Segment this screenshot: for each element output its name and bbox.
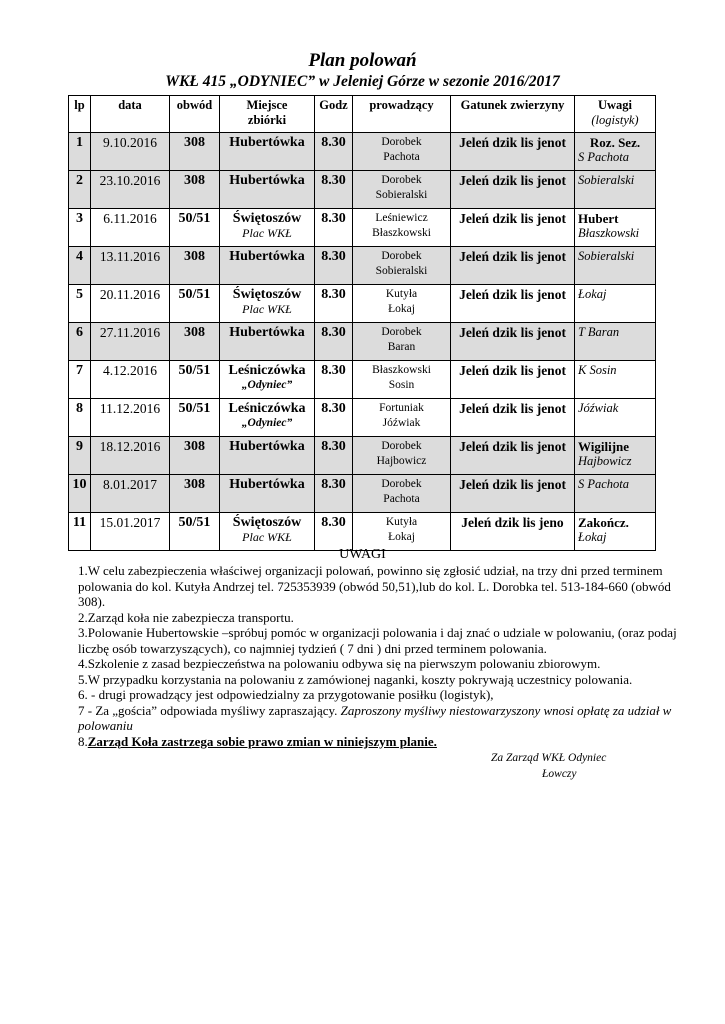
- cell-godz: 8.30: [315, 437, 353, 475]
- cell-godz: 8.30: [315, 475, 353, 513]
- cell-gatunek: Jeleń dzik lis jenot: [451, 361, 575, 399]
- cell-uwagi: [575, 437, 656, 475]
- cell-data: 6.11.2016: [91, 209, 170, 247]
- notes-heading: UWAGI: [339, 547, 386, 562]
- prowadzacy-2: Sobieralski: [375, 265, 428, 277]
- uwagi-line1: T Baran: [578, 325, 620, 339]
- cell-obwod: 308: [170, 247, 220, 285]
- cell-obwod: 308: [170, 475, 220, 513]
- uwagi-line1: Wigilijne: [578, 439, 630, 454]
- cell-miejsce: [220, 399, 315, 437]
- cell-prowadzacy: [353, 437, 451, 475]
- table-header-row: [69, 96, 656, 133]
- cell-uwagi: [575, 399, 656, 437]
- cell-prowadzacy: [353, 475, 451, 513]
- note-7-italic: Zaproszony myśliwy niestowarzyszony wnosi opłatę za udział w polowaniu: [78, 702, 672, 733]
- table-row: [69, 285, 656, 323]
- cell-data: 18.12.2016: [91, 437, 170, 475]
- cell-prowadzacy: [353, 247, 451, 285]
- miejsce-name: Hubertówka: [229, 325, 305, 340]
- table-row: [69, 513, 656, 551]
- cell-godz: 8.30: [315, 399, 353, 437]
- cell-gatunek: Jeleń dzik lis jenot: [451, 475, 575, 513]
- prowadzacy-2: Pachota: [383, 151, 420, 163]
- uwagi-line2: Błaszkowski: [578, 226, 640, 240]
- cell-obwod: 50/51: [170, 209, 220, 247]
- note-6: 6. - drugi prowadzący jest odpowiedzialny za przygotowanie posiłku (logistyk),: [78, 687, 494, 702]
- header-uwagi: [575, 96, 656, 133]
- table-row: [69, 209, 656, 247]
- uwagi-line1: Roz. Sez.: [589, 135, 641, 150]
- header-obwod: obwód: [170, 96, 220, 133]
- cell-miejsce: [220, 513, 315, 551]
- miejsce-name: Hubertówka: [229, 173, 305, 188]
- cell-godz: 8.30: [315, 209, 353, 247]
- header-uwagi-line2: (logistyk): [591, 113, 639, 127]
- miejsce-detail: „Odyniec”: [241, 379, 293, 391]
- cell-prowadzacy: [353, 361, 451, 399]
- prowadzacy-2: Baran: [387, 341, 416, 353]
- table-row: [69, 133, 656, 171]
- miejsce-name: Leśniczówka: [228, 401, 306, 416]
- header-lp: lp: [69, 96, 91, 133]
- header-miejsce: [220, 96, 315, 133]
- cell-obwod: 50/51: [170, 285, 220, 323]
- uwagi-line2: Łokaj: [578, 530, 607, 544]
- header-data: data: [91, 96, 170, 133]
- cell-gatunek: Jeleń dzik lis jenot: [451, 399, 575, 437]
- cell-data: 11.12.2016: [91, 399, 170, 437]
- cell-prowadzacy: [353, 513, 451, 551]
- cell-gatunek: Jeleń dzik lis jeno: [451, 513, 575, 551]
- miejsce-name: Hubertówka: [229, 135, 305, 150]
- cell-miejsce: [220, 133, 315, 171]
- prowadzacy-1: Dorobek: [381, 174, 422, 186]
- cell-miejsce: [220, 475, 315, 513]
- cell-uwagi: [575, 513, 656, 551]
- signature-block: [491, 750, 606, 782]
- cell-prowadzacy: [353, 323, 451, 361]
- table-row: [69, 171, 656, 209]
- note-2: 2.Zarząd koła nie zabezpiecza transportu.: [78, 609, 294, 625]
- cell-gatunek: Jeleń dzik lis jenot: [451, 247, 575, 285]
- prowadzacy-2: Błaszkowski: [372, 227, 431, 239]
- miejsce-name: Hubertówka: [229, 477, 305, 492]
- uwagi-line1: Sobieralski: [578, 173, 635, 187]
- note-5: 5.W przypadku korzystania na polowaniu z zamówionej naganki, koszty pokrywają uczestnicy polowania.: [78, 671, 633, 687]
- uwagi-line1: Zakończ.: [578, 515, 629, 530]
- prowadzacy-2: Sobieralski: [375, 189, 428, 201]
- prowadzacy-1: Kutyła: [385, 288, 418, 300]
- signature-line2: Łowczy: [542, 768, 577, 780]
- signature-line1: Za Zarząd WKŁ Odyniec: [491, 752, 607, 764]
- table-row: [69, 361, 656, 399]
- cell-data: 13.11.2016: [91, 247, 170, 285]
- prowadzacy-2: Jóźwiak: [382, 417, 421, 429]
- uwagi-line1: K Sosin: [578, 363, 617, 377]
- cell-godz: 8.30: [315, 171, 353, 209]
- cell-data: 23.10.2016: [91, 171, 170, 209]
- miejsce-name: Leśniczówka: [228, 363, 306, 378]
- miejsce-detail: Plac WKŁ: [242, 302, 292, 316]
- uwagi-line1: Jóźwiak: [578, 401, 619, 415]
- note-1: 1.W celu zabezpieczenia właściwej organizacji polowań, powinno się zgłosić udział, na trzy dni przed terminem polowania do kol. Kutyła Andrzej tel. 725353939 (obwód 50,51),lub do kol. L. Dorobka tel. 513-184-660 (obwód 308).: [78, 563, 671, 609]
- uwagi-line1: Hubert: [578, 211, 619, 226]
- cell-data: 20.11.2016: [91, 285, 170, 323]
- cell-lp: 11: [69, 513, 91, 551]
- cell-data: 15.01.2017: [91, 513, 170, 551]
- miejsce-detail: „Odyniec”: [241, 417, 293, 429]
- header-gatunek: Gatunek zwierzyny: [451, 96, 575, 133]
- document-title: Plan polowań: [308, 50, 417, 71]
- hunting-schedule-table: [68, 95, 656, 551]
- cell-data: 4.12.2016: [91, 361, 170, 399]
- note-8: [78, 734, 678, 750]
- cell-uwagi: [575, 285, 656, 323]
- table-row: [69, 475, 656, 513]
- cell-obwod: 308: [170, 133, 220, 171]
- cell-obwod: 50/51: [170, 399, 220, 437]
- cell-gatunek: Jeleń dzik lis jenot: [451, 171, 575, 209]
- cell-godz: 8.30: [315, 285, 353, 323]
- cell-data: 9.10.2016: [91, 133, 170, 171]
- uwagi-line2: Hajbowicz: [578, 454, 632, 468]
- cell-lp: 6: [69, 323, 91, 361]
- prowadzacy-1: Dorobek: [381, 326, 422, 338]
- cell-lp: 3: [69, 209, 91, 247]
- cell-prowadzacy: [353, 133, 451, 171]
- cell-lp: 10: [69, 475, 91, 513]
- cell-gatunek: Jeleń dzik lis jenot: [451, 285, 575, 323]
- cell-data: 27.11.2016: [91, 323, 170, 361]
- uwagi-line1: S Pachota: [578, 477, 630, 491]
- note-8-text: Zarząd Koła zastrzega sobie prawo zmian w niniejszym planie.: [87, 733, 437, 749]
- prowadzacy-1: Dorobek: [381, 250, 422, 262]
- prowadzacy-1: Kutyła: [385, 516, 418, 528]
- note-4: 4.Szkolenie z zasad bezpieczeństwa na polowaniu odbywa się na pierwszym polowaniu zbiorowym.: [78, 656, 601, 671]
- prowadzacy-1: Dorobek: [381, 478, 422, 490]
- cell-godz: 8.30: [315, 133, 353, 171]
- cell-miejsce: [220, 171, 315, 209]
- cell-prowadzacy: [353, 399, 451, 437]
- cell-obwod: 308: [170, 171, 220, 209]
- uwagi-line2: S Pachota: [578, 150, 630, 164]
- cell-lp: 2: [69, 171, 91, 209]
- note-8-number: 8.: [78, 733, 88, 749]
- cell-gatunek: Jeleń dzik lis jenot: [451, 209, 575, 247]
- prowadzacy-1: Fortuniak: [379, 402, 424, 414]
- cell-gatunek: Jeleń dzik lis jenot: [451, 323, 575, 361]
- prowadzacy-2: Łokaj: [388, 303, 415, 315]
- cell-prowadzacy: [353, 171, 451, 209]
- cell-godz: 8.30: [315, 513, 353, 551]
- cell-lp: 7: [69, 361, 91, 399]
- cell-miejsce: [220, 361, 315, 399]
- notes-section: [78, 563, 678, 749]
- miejsce-name: Świętoszów: [232, 287, 302, 302]
- cell-lp: 9: [69, 437, 91, 475]
- cell-godz: 8.30: [315, 361, 353, 399]
- cell-lp: 1: [69, 133, 91, 171]
- miejsce-detail: Plac WKŁ: [242, 226, 292, 240]
- cell-prowadzacy: [353, 209, 451, 247]
- header-godz: Godz: [315, 96, 353, 133]
- prowadzacy-2: Sosin: [388, 379, 415, 391]
- miejsce-name: Hubertówka: [229, 439, 305, 454]
- cell-obwod: 308: [170, 323, 220, 361]
- header-miejsce-line2: zbiórki: [247, 113, 287, 127]
- cell-lp: 5: [69, 285, 91, 323]
- cell-lp: 8: [69, 399, 91, 437]
- cell-godz: 8.30: [315, 247, 353, 285]
- note-3: 3.Polowanie Hubertowskie –spróbuj pomóc w organizacji polowania i daj znać o udziale w polowaniu, (oraz podaj liczbę osób towarzyszących), co najmniej tydzień ( 7 dni ) dni przed terminem polowania.: [78, 625, 677, 656]
- cell-data: 8.01.2017: [91, 475, 170, 513]
- cell-uwagi: [575, 209, 656, 247]
- uwagi-line1: Łokaj: [578, 287, 607, 301]
- table-row: [69, 399, 656, 437]
- cell-obwod: 308: [170, 437, 220, 475]
- header-prowadzacy: prowadzący: [353, 96, 451, 133]
- note-7: [78, 703, 678, 734]
- miejsce-detail: Plac WKŁ: [242, 530, 292, 544]
- header-miejsce-line1: Miejsce: [246, 98, 288, 112]
- miejsce-name: Świętoszów: [232, 515, 302, 530]
- prowadzacy-2: Hajbowicz: [376, 455, 427, 467]
- cell-godz: 8.30: [315, 323, 353, 361]
- cell-obwod: 50/51: [170, 361, 220, 399]
- miejsce-name: Hubertówka: [229, 249, 305, 264]
- cell-uwagi: [575, 323, 656, 361]
- cell-miejsce: [220, 247, 315, 285]
- prowadzacy-1: Leśniewicz: [375, 212, 428, 224]
- uwagi-line1: Sobieralski: [578, 249, 635, 263]
- prowadzacy-1: Błaszkowski: [372, 364, 431, 376]
- document-subtitle: WKŁ 415 „ODYNIEC” w Jeleniej Górze w sezonie 2016/2017: [165, 73, 560, 90]
- prowadzacy-2: Pachota: [383, 493, 420, 505]
- prowadzacy-1: Dorobek: [381, 136, 422, 148]
- note-7-main: 7 - Za „gościa” odpowiada myśliwy zapraszający.: [78, 702, 341, 718]
- cell-miejsce: [220, 209, 315, 247]
- table-row: [69, 323, 656, 361]
- cell-uwagi: [575, 133, 656, 171]
- cell-uwagi: [575, 247, 656, 285]
- cell-miejsce: [220, 285, 315, 323]
- header-uwagi-line1: Uwagi: [597, 98, 633, 112]
- cell-obwod: 50/51: [170, 513, 220, 551]
- cell-uwagi: [575, 475, 656, 513]
- prowadzacy-1: Dorobek: [381, 440, 422, 452]
- cell-uwagi: [575, 361, 656, 399]
- cell-prowadzacy: [353, 285, 451, 323]
- prowadzacy-2: Łokaj: [388, 531, 415, 543]
- cell-gatunek: Jeleń dzik lis jenot: [451, 133, 575, 171]
- table-row: [69, 437, 656, 475]
- table-row: [69, 247, 656, 285]
- cell-lp: 4: [69, 247, 91, 285]
- miejsce-name: Świętoszów: [232, 211, 302, 226]
- cell-gatunek: Jeleń dzik lis jenot: [451, 437, 575, 475]
- cell-miejsce: [220, 323, 315, 361]
- cell-miejsce: [220, 437, 315, 475]
- cell-uwagi: [575, 171, 656, 209]
